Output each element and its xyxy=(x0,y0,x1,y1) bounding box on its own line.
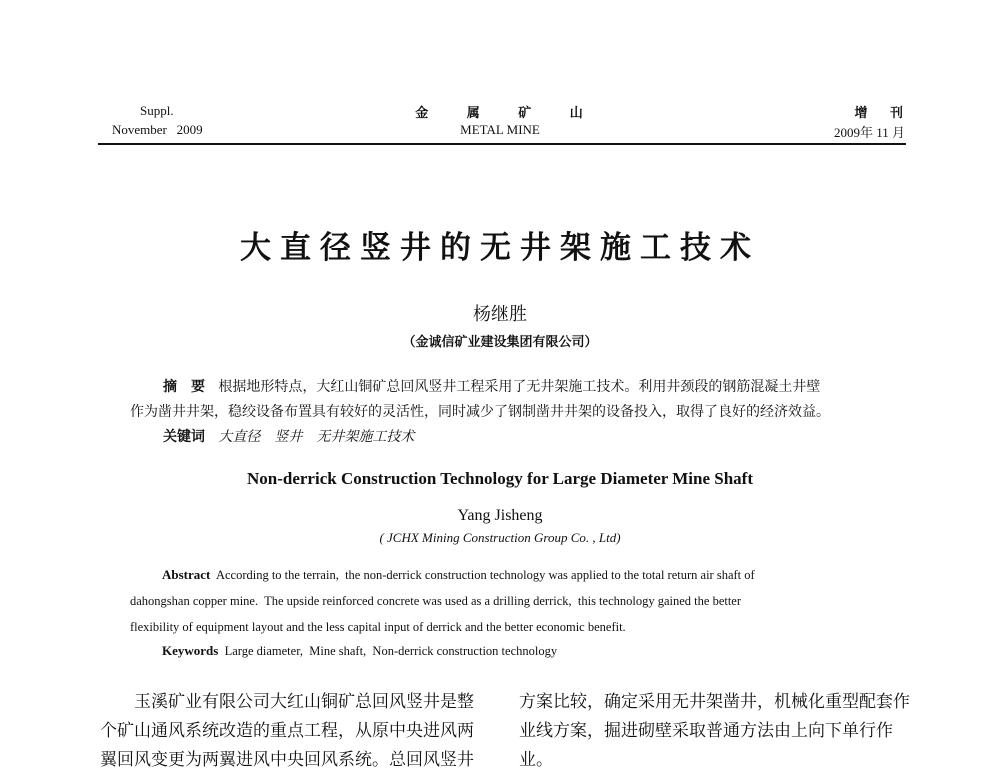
body-right-line3: 业。 xyxy=(519,750,553,770)
keywords-zh-text: 大直径 竖井 无井架施工技术 xyxy=(218,429,415,445)
paper-title-en: Non-derrick Construction Technology for Large Diameter Mine Shaft xyxy=(246,469,754,488)
body-column-left xyxy=(100,688,495,775)
header-date-zh: 2009年 11 月 xyxy=(833,125,905,140)
body-left-line1: 玉溪矿业有限公司大红山铜矿总回风竖井是整 xyxy=(134,692,474,712)
abstract-en-text1: According to the terrain, the non-derrick construction technology was applied to the total return air shaft of xyxy=(215,568,755,582)
keywords-zh-label: 关键词 xyxy=(163,429,205,445)
author-en: Yang Jisheng xyxy=(457,507,543,524)
abstract-zh-line2: 作为凿井井架，稳绞设备布置具有较好的灵活性，同时减少了钢制凿井井架的设备投入，取得了良好的经济效益。 xyxy=(130,404,830,420)
header-rule xyxy=(98,143,906,145)
abstract-en-line3: flexibility of equipment layout and the less capital input of derrick and the better economic benefit. xyxy=(130,620,626,634)
abstract-zh-label: 摘 要 xyxy=(163,379,205,395)
header-journal-zh: 金 属 矿 山 xyxy=(415,106,585,121)
author-zh: 杨继胜 xyxy=(473,304,527,325)
abstract-en-line1 xyxy=(130,562,875,588)
header-date-en: November 2009 xyxy=(112,122,203,137)
keywords-en-text: Large diameter, Mine shaft, Non-derrick construction technology xyxy=(224,644,558,658)
header-supplement-zh: 增 刊 xyxy=(854,106,905,121)
header-journal-en: METAL MINE xyxy=(460,122,540,137)
header-suppl: Suppl. xyxy=(140,103,174,118)
keywords-zh xyxy=(130,425,875,450)
keywords-en-label: Keywords xyxy=(162,643,219,658)
abstract-zh-text1: 根据地形特点，大红山铜矿总回风竖井工程采用了无井架施工技术。利用井颈段的钢筋混凝土井壁 xyxy=(218,379,821,395)
abstract-en-line2: dahongshan copper mine. The upside reinforced concrete was used as a drilling derrick, this technology gained the better xyxy=(130,594,742,608)
affiliation-zh: （金诚信矿业建设集团有限公司） xyxy=(402,335,598,350)
abstract-zh-line1 xyxy=(130,375,875,400)
paper-title-zh: 大直径竖井的无井架施工技术 xyxy=(240,230,760,266)
body-right-line1: 方案比较，确定采用无井架凿井，机械化重型配套作 xyxy=(519,692,910,712)
body-left-line2: 个矿山通风系统改造的重点工程，从原中央进风两 xyxy=(100,721,474,741)
body-left-line3: 翼回风变更为两翼进风中央回风系统。总回风竖井 xyxy=(100,750,474,770)
body-right-line2: 业线方案，掘进砌壁采取普通方法由上向下单行作 xyxy=(519,721,893,741)
affiliation-en: ( JCHX Mining Construction Group Co. , Ltd) xyxy=(379,530,621,545)
keywords-en xyxy=(130,638,875,664)
abstract-en-label: Abstract xyxy=(162,567,211,582)
body-column-right xyxy=(519,688,914,775)
